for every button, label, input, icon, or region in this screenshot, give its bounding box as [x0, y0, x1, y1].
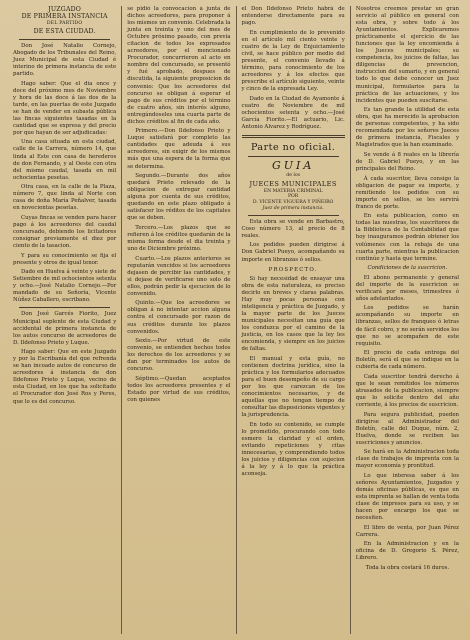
paragraph: Hago saber: Que el dia once y doce del próximo mes de Noviembre y hora de las doce á las dos de la tarde, en las puertas de este Juzgado se han de vender en subasta pública las fincas siguientes tasadas en la cantidad que se expresa y del precio por que hayan de ser adjudicadas:	[13, 80, 117, 136]
paragraph: Dado en la Ciudad de Ayamonte á cuatro de Noviembre de mil ochocientos setenta y ocho.—José García Fiorito.—El actuario, Lic. Antonio Alvarez y Rodríguez.	[241, 95, 345, 130]
paragraph: Nosotros creemos prestar un gran servicio al público en general con esta obra, y sobre todo á los Ayuntamientos. Explicaremos prácticamente el ejercicio de las funciones que la ley encomienda á los Jueces municipales; su competencia, los juicios de faltas, las diligencias de prevencion, instruccion del sumario, y en general todo lo que debe conocer un Juez municipal, formularios para la práctica de las actuaciones, y los incidentes que pueden suscitarse.	[355, 6, 459, 104]
paragraph: En esta publicacion, como en todas las nuestras, los suscritores de la Biblioteca de la Contabilidad que hoy inauguramos podrán obtener los volúmenes con la rebaja de una cuarta parte, mientras la publicacion continúe y hasta que termine.	[355, 213, 459, 262]
guide-subtitle: POR	[287, 194, 299, 200]
divider	[248, 215, 339, 216]
paragraph: En todo su contenido, se cumple lo prometido, procurando con todo esmero la claridad y el orden, evitando repeticiones y citas innecesarias, y comprendiendo todos los juicios y diligencias con sujecion á la ley y á lo que la práctica aconseja.	[241, 421, 345, 477]
paragraph: Primero.—Don Ildefonso Prieto y Luque satisfará por completo las cantidades que adeuda á sus acreedores, sin exigir de los mismos más que una espera de la forma que se determina.	[127, 128, 231, 170]
divider	[248, 156, 339, 157]
paragraph: Los pedidos se harán acompañando su importe en libranzas, sellos de franqueo ó letras de fácil cobro, y no serán servidos los que no se acompañen de este requisito.	[355, 305, 459, 347]
paragraph: Don José Natalio Cornejo, Abogado de los Tribunales del Reino, Juez Municipal de esta Ciudad é interino de primera instancia de este partido.	[13, 42, 117, 77]
paragraph: Segundo.—Durante dos años quedará Prieto relevado de la obligacion de entregar cantidad alguna por cuenta de sus créditos, quedando en este plazo obligado á satisfacer los réditos de los capitales que se deben.	[127, 173, 231, 222]
guide-subtitle: EN MATERIA CRIMINAL	[263, 188, 323, 194]
paragraph: Cuarto.—Los plazos anteriores se reputarán vencidos si los acreedores dejasen de percibir las cantidades, y si dejase de verificarse uno solo de ellos, podrán pedir la ejecucion de lo convenido.	[127, 255, 231, 297]
paragraph: El precio de cada entrega del Boletín, será el que se indique en la cubierta de cada número.	[355, 350, 459, 371]
paragraph: Dado en Huelva á veinte y siete de Setiembre de mil ochocientos setenta y ocho.—José Natalio Cornejo.—Por mandado de su Señoría, Vicente Núñez Caballero, escribano.	[13, 269, 117, 304]
column-4	[351, 6, 464, 634]
paragraph: el Don Ildefonso Prieto habrá de entenderse directamente para su pago.	[241, 6, 345, 27]
paragraph: Quinto.—Que los acreedores se obligan á no intentar accion alguna contra el concursado por razon de sus créditos durante los plazos convenidos.	[127, 300, 231, 335]
court-heading: JUZGADO DE PRIMERA INSTANCIA DEL PARTIDO DE ESTA CIUDAD.	[21, 6, 108, 36]
guide-author: D. VICENTE VIGUERA Y PIÑEIRO	[252, 200, 334, 206]
paragraph: El libro de venta, por Juan Pérez Carrera.	[355, 524, 459, 538]
paragraph: Para segura publicidad, pueden dirigirse al Administrador del Boletín, calle del Duque, núm. 2, Huelva, donde se reciben las suscriciones y anuncios.	[355, 411, 459, 446]
paragraph: Los pedidos pueden dirigirse á Don Gabriel Pueyo, acompañando su importe en libranzas ó sellos.	[241, 242, 345, 263]
paragraph: Si hay necesidad de ensayar una obra de esta naturaleza, es preciso decirlo en breves y claras palabras. Hay muy pocas personas con inteligencia y práctica de Juzgado, y la mayor parte de los Jueces municipales necesitan una guía que los conduzca por el camino de la justicia, en los casos que la ley les encomienda, y siempre en los juicios de faltas.	[241, 275, 345, 353]
paragraph: Es tan grande la utilidad de esta obra, que ha merecido la aprobacion de personas competentes, y ha sido recomendada por los señores Jueces de primera instancia, Fiscales y Magistrados que la han examinado.	[355, 107, 459, 149]
paragraph: Cuyas fincas se venden para hacer pago á los acreedores del caudal concursado, debiendo los licitadores consignar previamente el diez por ciento de la tasacion.	[13, 214, 117, 250]
paragraph: Esta obra se vende en Barbastro, Coso número 13, al precio de 8 reales.	[241, 218, 345, 239]
paragraph: Se vende á 8 reales en la librería de D. Gabriel Pueyo, y en las principales del Reino.	[355, 151, 459, 173]
paragraph: Toda la obra costará 16 duros.	[365, 564, 450, 571]
paragraph: Y para su conocimiento se fija el presente y otros de igual tenor.	[13, 252, 117, 266]
column-1	[8, 6, 122, 634]
prospectus-heading: PROSPECTO.	[268, 266, 318, 273]
column-3	[237, 6, 351, 634]
guide-heading: JUECES MUNICIPALES	[249, 179, 337, 188]
paragraph: En la Administracion y en la oficina de D. Gregorio S. Pérez, Librero.	[355, 541, 459, 562]
guide-subtitle: de los	[286, 172, 300, 178]
paragraph: Tercero.—Los plazos que se refieren á los créditos quedarán de la misma forma desde el dia treinta y uno de Diciembre próximo.	[127, 224, 231, 253]
divider	[19, 307, 110, 308]
guide-author-title: Juez de primera instancia.	[262, 205, 324, 211]
section-title: Parte no oficial.	[250, 141, 336, 153]
paragraph: En cumplimiento de lo prevenido en el artículo mil ciento veinte y cuatro de la Ley de Enjuiciamiento civil, se hace público por medio del presente, el convenio llevado á término, para conocimiento de los acreedores y á los efectos que prescribe el artículo siguiente, veinte y cinco de la expresada Ley.	[241, 29, 345, 93]
columns	[8, 6, 464, 634]
section-divider	[242, 135, 345, 138]
paragraph: Sexto.—Por virtud de este convenio, se entienden hechos todos los derechos de los acreedores y se dan por terminados los autos de concurso.	[127, 338, 231, 373]
column-2	[122, 6, 236, 634]
paragraph: Otra casa, en la calle de la Plaza, número 7, que linda al Norte con casa de doña María Peñalver, tasada en novecientas pesetas.	[13, 184, 117, 212]
paragraph: El abono permanente y general del importe de la suscricion se verificará por meses, trimestres ó años adelantados.	[355, 274, 459, 302]
paragraph: Se hará en la Administracion toda clase de trabajos de imprenta con la mayor economía y prontitud.	[355, 449, 459, 470]
paragraph: Séptimo.—Quedan aceptados todos los acreedores presentes y el Estado por virtud de sus créditos, con quienes	[127, 375, 231, 403]
paragraph: Cada suscritor tendrá derecho á que le sean remitidos los números atrasados de la publicacion, siempre que lo solicite dentro del año corriente, á los precios de suscricion.	[355, 373, 459, 408]
conditions-heading: Condiciones de la suscricion.	[367, 265, 448, 272]
divider	[19, 39, 110, 40]
paragraph: Hago saber: Que en este Juzgado y por la Escribanía del que refrenda se han incoado autos de concurso de acreedores á instancia de don Ildefonso Prieto y Luque, vecino de esta Ciudad, en los que ha solicitado el Procurador don José Ros y Peres, que lo es del concurso.	[13, 349, 117, 405]
paragraph: Don José Garcés Fiorito, Juez Municipal suplente de esta Ciudad y accidental de primera instancia de los autos concurso de acreedores de D. Ildefonso Prieto y Luque.	[13, 311, 117, 346]
guide-title: GUIA	[271, 158, 315, 172]
paragraph: El manual y esta guía, no contienen doctrina jurídica, sino la práctica y los formularios adecuados para el buen desempeño de su cargo por los que carezcan de los conocimientos necesarios, y de aquellas que no tengan tiempo de consultar las disposiciones vigentes y la jurisprudencia.	[241, 355, 345, 418]
paragraph: se pidió la convocacion á junta de dichos acreedores, para proponer á los mismos un convenio. Celebrada la junta en treinta y uno del mes de Octubre próximo pasado, con previa citacion de todos los expresados acreedores, por el mencionado Procurador, concurrieron al acto en nombre del concursado, se presentó y fué aprobado, despues de discutida, la siguiente proposicion de convenio: Que los acreedores del concurso se obligan á esperar el pago de sus créditos por el término de cuatro años, sin interés alguno, entregándoseles una cuarta parte de dichos créditos al fin de cada año.	[127, 6, 231, 125]
paragraph: Una casa situada en esta ciudad, calle de la Carrera, número 14, que linda al Este con casa de herederos de don Fernando, y al Oeste con otra del mismo caudal, tasada en mil ochocientas pesetas.	[13, 139, 117, 181]
paragraph: Lo que interesa saber á los señores Ayuntamientos, Juzgados y demás oficinas públicas, es que en esta imprenta se hallan de venta toda clase de impresos para su uso, y se hacen por encargo los que se necesiten.	[355, 472, 459, 522]
paragraph: Á cada suscritor, lleva consigo la obligacion de pagar su importe, y remitiendo los pedidos con su importe en sellos, se les servirá franco de porte.	[355, 175, 459, 210]
